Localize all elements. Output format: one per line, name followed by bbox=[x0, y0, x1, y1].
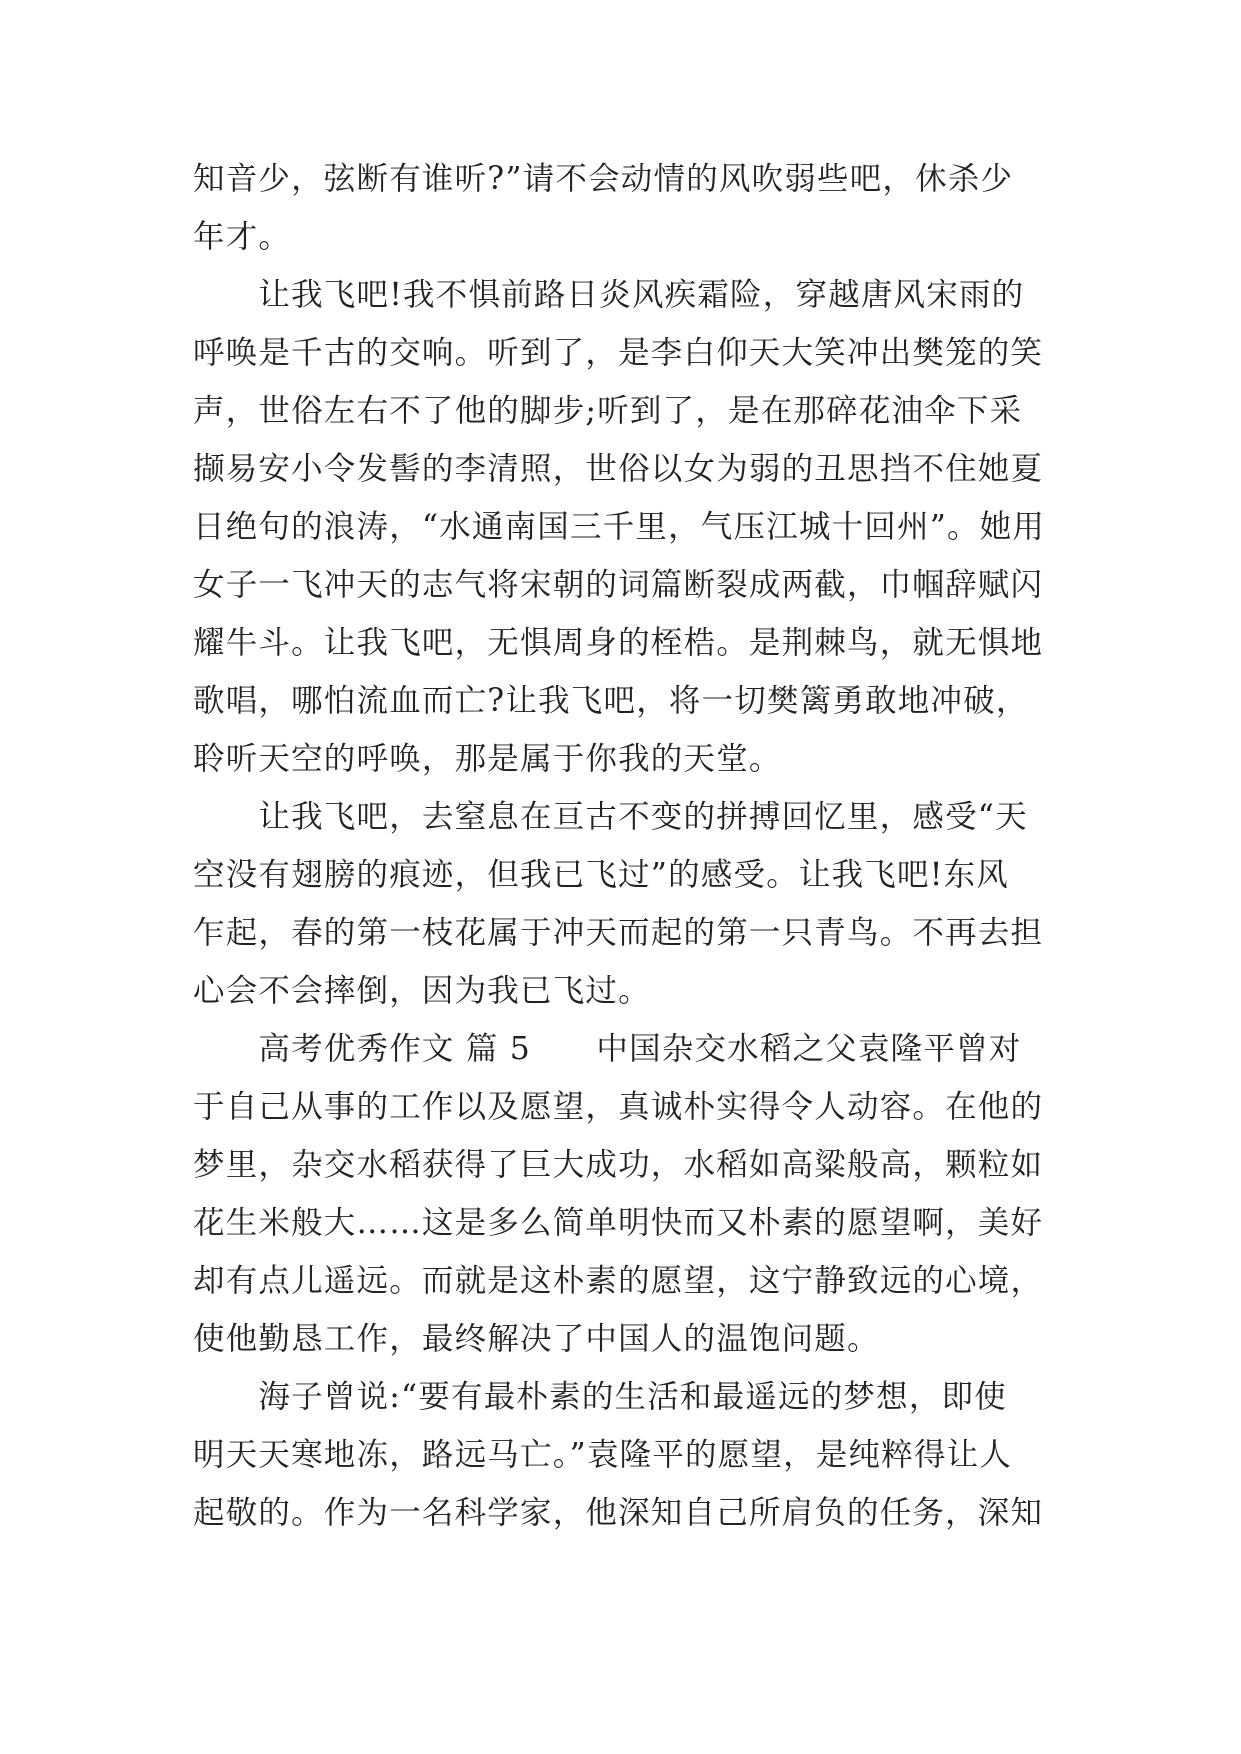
text-line: 歌唱，哪怕流血而亡?让我飞吧，将一切樊篱勇敢地冲破， bbox=[193, 683, 1029, 719]
text-line: 于自己从事的工作以及愿望，真诚朴实得令人动容。在他的 bbox=[193, 1089, 1044, 1125]
text-line: 花生米般大……这是多么简单明快而又朴素的愿望啊，美好 bbox=[193, 1205, 1044, 1241]
text-line: 知音少，弦断有谁听?”请不会动情的风吹弱些吧，休杀少 bbox=[193, 161, 1014, 197]
text-line: 梦里，杂交水稻获得了巨大成功，水稻如高粱般高，颗粒如 bbox=[193, 1147, 1044, 1183]
text-line: 撷易安小令发髻的李清照，世俗以女为弱的丑思挡不住她夏 bbox=[193, 451, 1044, 487]
text-line: 耀牛斗。让我飞吧，无惧周身的桎梏。是荆棘鸟，就无惧地 bbox=[193, 625, 1044, 661]
text-line: 年才。 bbox=[193, 219, 292, 255]
text-line: 让我飞吧，去窒息在亘古不变的拼搏回忆里，感受“天 bbox=[193, 799, 1028, 835]
text-line: 女子一飞冲天的志气将宋朝的词篇断裂成两截，巾帼辞赋闪 bbox=[193, 567, 1044, 603]
body-text bbox=[193, 150, 1053, 1542]
text-line: 心会不会摔倒，因为我已飞过。 bbox=[193, 973, 651, 1009]
text-line: 声，世俗左右不了他的脚步;听到了，是在那碎花油伞下采 bbox=[193, 393, 1023, 429]
text-line: 空没有翅膀的痕迹，但我已飞过”的感受。让我飞吧!东风 bbox=[193, 857, 1009, 893]
text-line: 起敬的。作为一名科学家，他深知自己所肩负的任务，深知 bbox=[193, 1495, 1044, 1531]
text-line: 呼唤是千古的交响。听到了，是李白仰天大笑冲出樊笼的笑 bbox=[193, 335, 1044, 371]
text-line: 使他勤恳工作，最终解决了中国人的温饱问题。 bbox=[193, 1321, 880, 1357]
text-line: 明天天寒地冻，路远马亡。”袁隆平的愿望，是纯粹得让人 bbox=[193, 1437, 1013, 1473]
section-heading-line: 高考优秀作文 篇 5 中国杂交水稻之父袁隆平曾对 bbox=[193, 1031, 1022, 1067]
text-line: 日绝句的浪涛，“水通南国三千里，气压江城十回州”。她用 bbox=[193, 509, 1046, 545]
text-line: 海子曾说:“要有最朴素的生活和最遥远的梦想，即使 bbox=[193, 1379, 1007, 1415]
text-line: 聆听天空的呼唤，那是属于你我的天堂。 bbox=[193, 741, 782, 777]
text-line: 让我飞吧!我不惧前路日炎风疾霜险，穿越唐风宋雨的 bbox=[193, 277, 1025, 313]
text-line: 乍起，春的第一枝花属于冲天而起的第一只青鸟。不再去担 bbox=[193, 915, 1044, 951]
text-line: 却有点儿遥远。而就是这朴素的愿望，这宁静致远的心境， bbox=[193, 1263, 1044, 1299]
